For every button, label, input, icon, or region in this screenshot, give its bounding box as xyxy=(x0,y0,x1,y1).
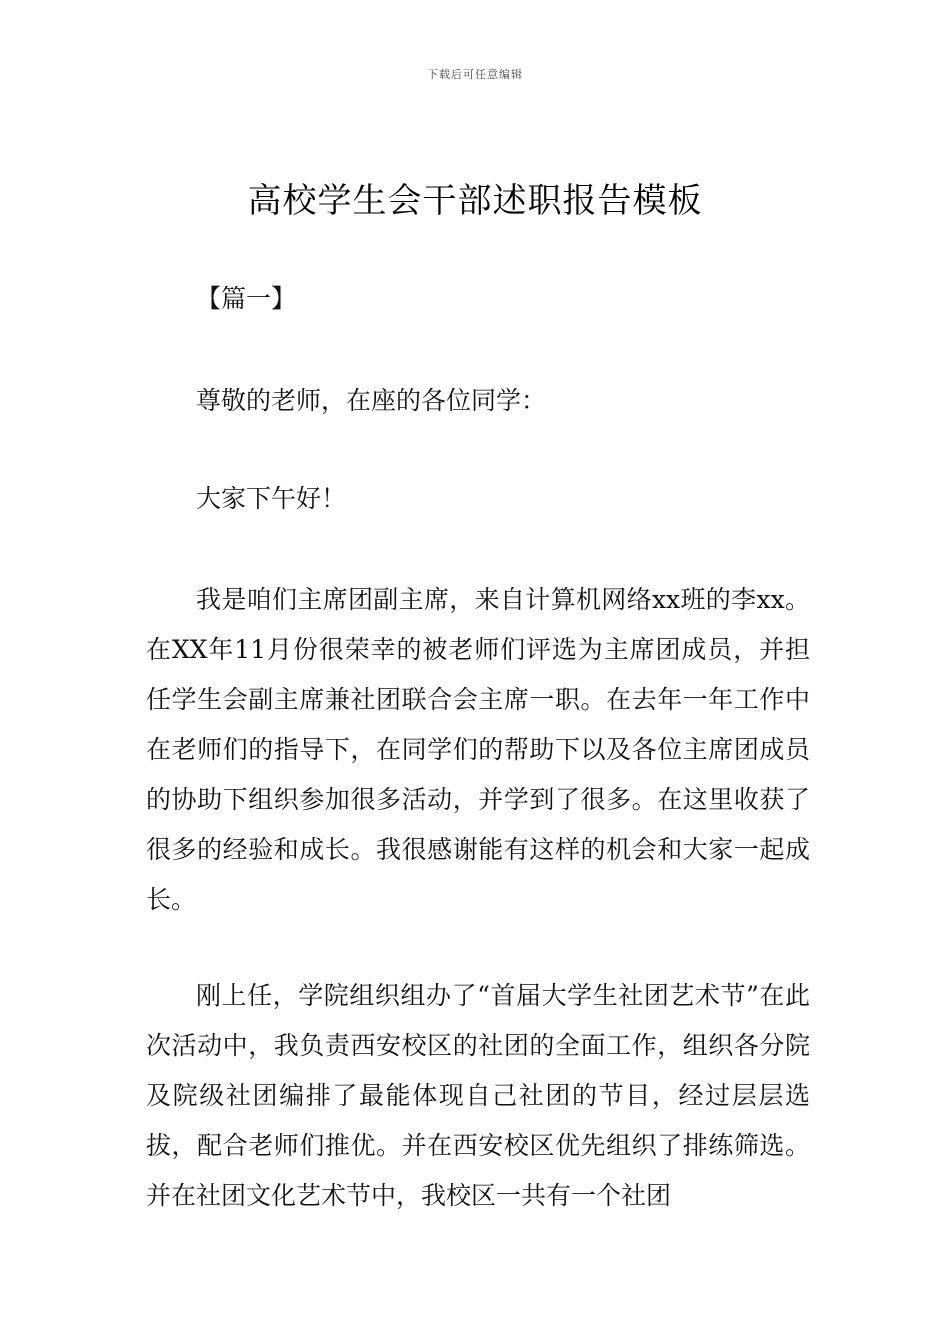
header-note: 下载后可任意编辑 xyxy=(427,68,523,81)
body-paragraph-2: 刚上任，学院组织组办了“首届大学生社团艺术节”在此次活动中，我负责西安校区的社团的全面工作，组织各分院及院级社团编排了最能体现自己社团的节目，经过层层选拔，配合老师们推优。并在西安校区优先组织了排练筛选。并在社团文化艺术节中，我校区一共有一个社团 xyxy=(146,981,810,1210)
salutation: 尊敬的老师，在座的各位同学： xyxy=(196,386,547,415)
document-title: 高校学生会干部述职报告模板 xyxy=(247,181,703,221)
greeting: 大家下午好！ xyxy=(196,484,347,513)
body-paragraph-1: 我是咱们主席团副主席，来自计算机网络xx班的李xx。在XX年11月份很荣幸的被老师们评选为主席团成员，并担任学生会副主席兼社团联合会主席一职。在去年一年工作中在老师们的指导下，在同学们的帮助下以及各位主席团成员的协助下组织参加很多活动，并学到了很多。在这里收获了很多的经验和成长。我很感谢能有这样的机会和大家一起成长。 xyxy=(146,585,810,914)
section-label: 【篇一】 xyxy=(196,284,297,313)
